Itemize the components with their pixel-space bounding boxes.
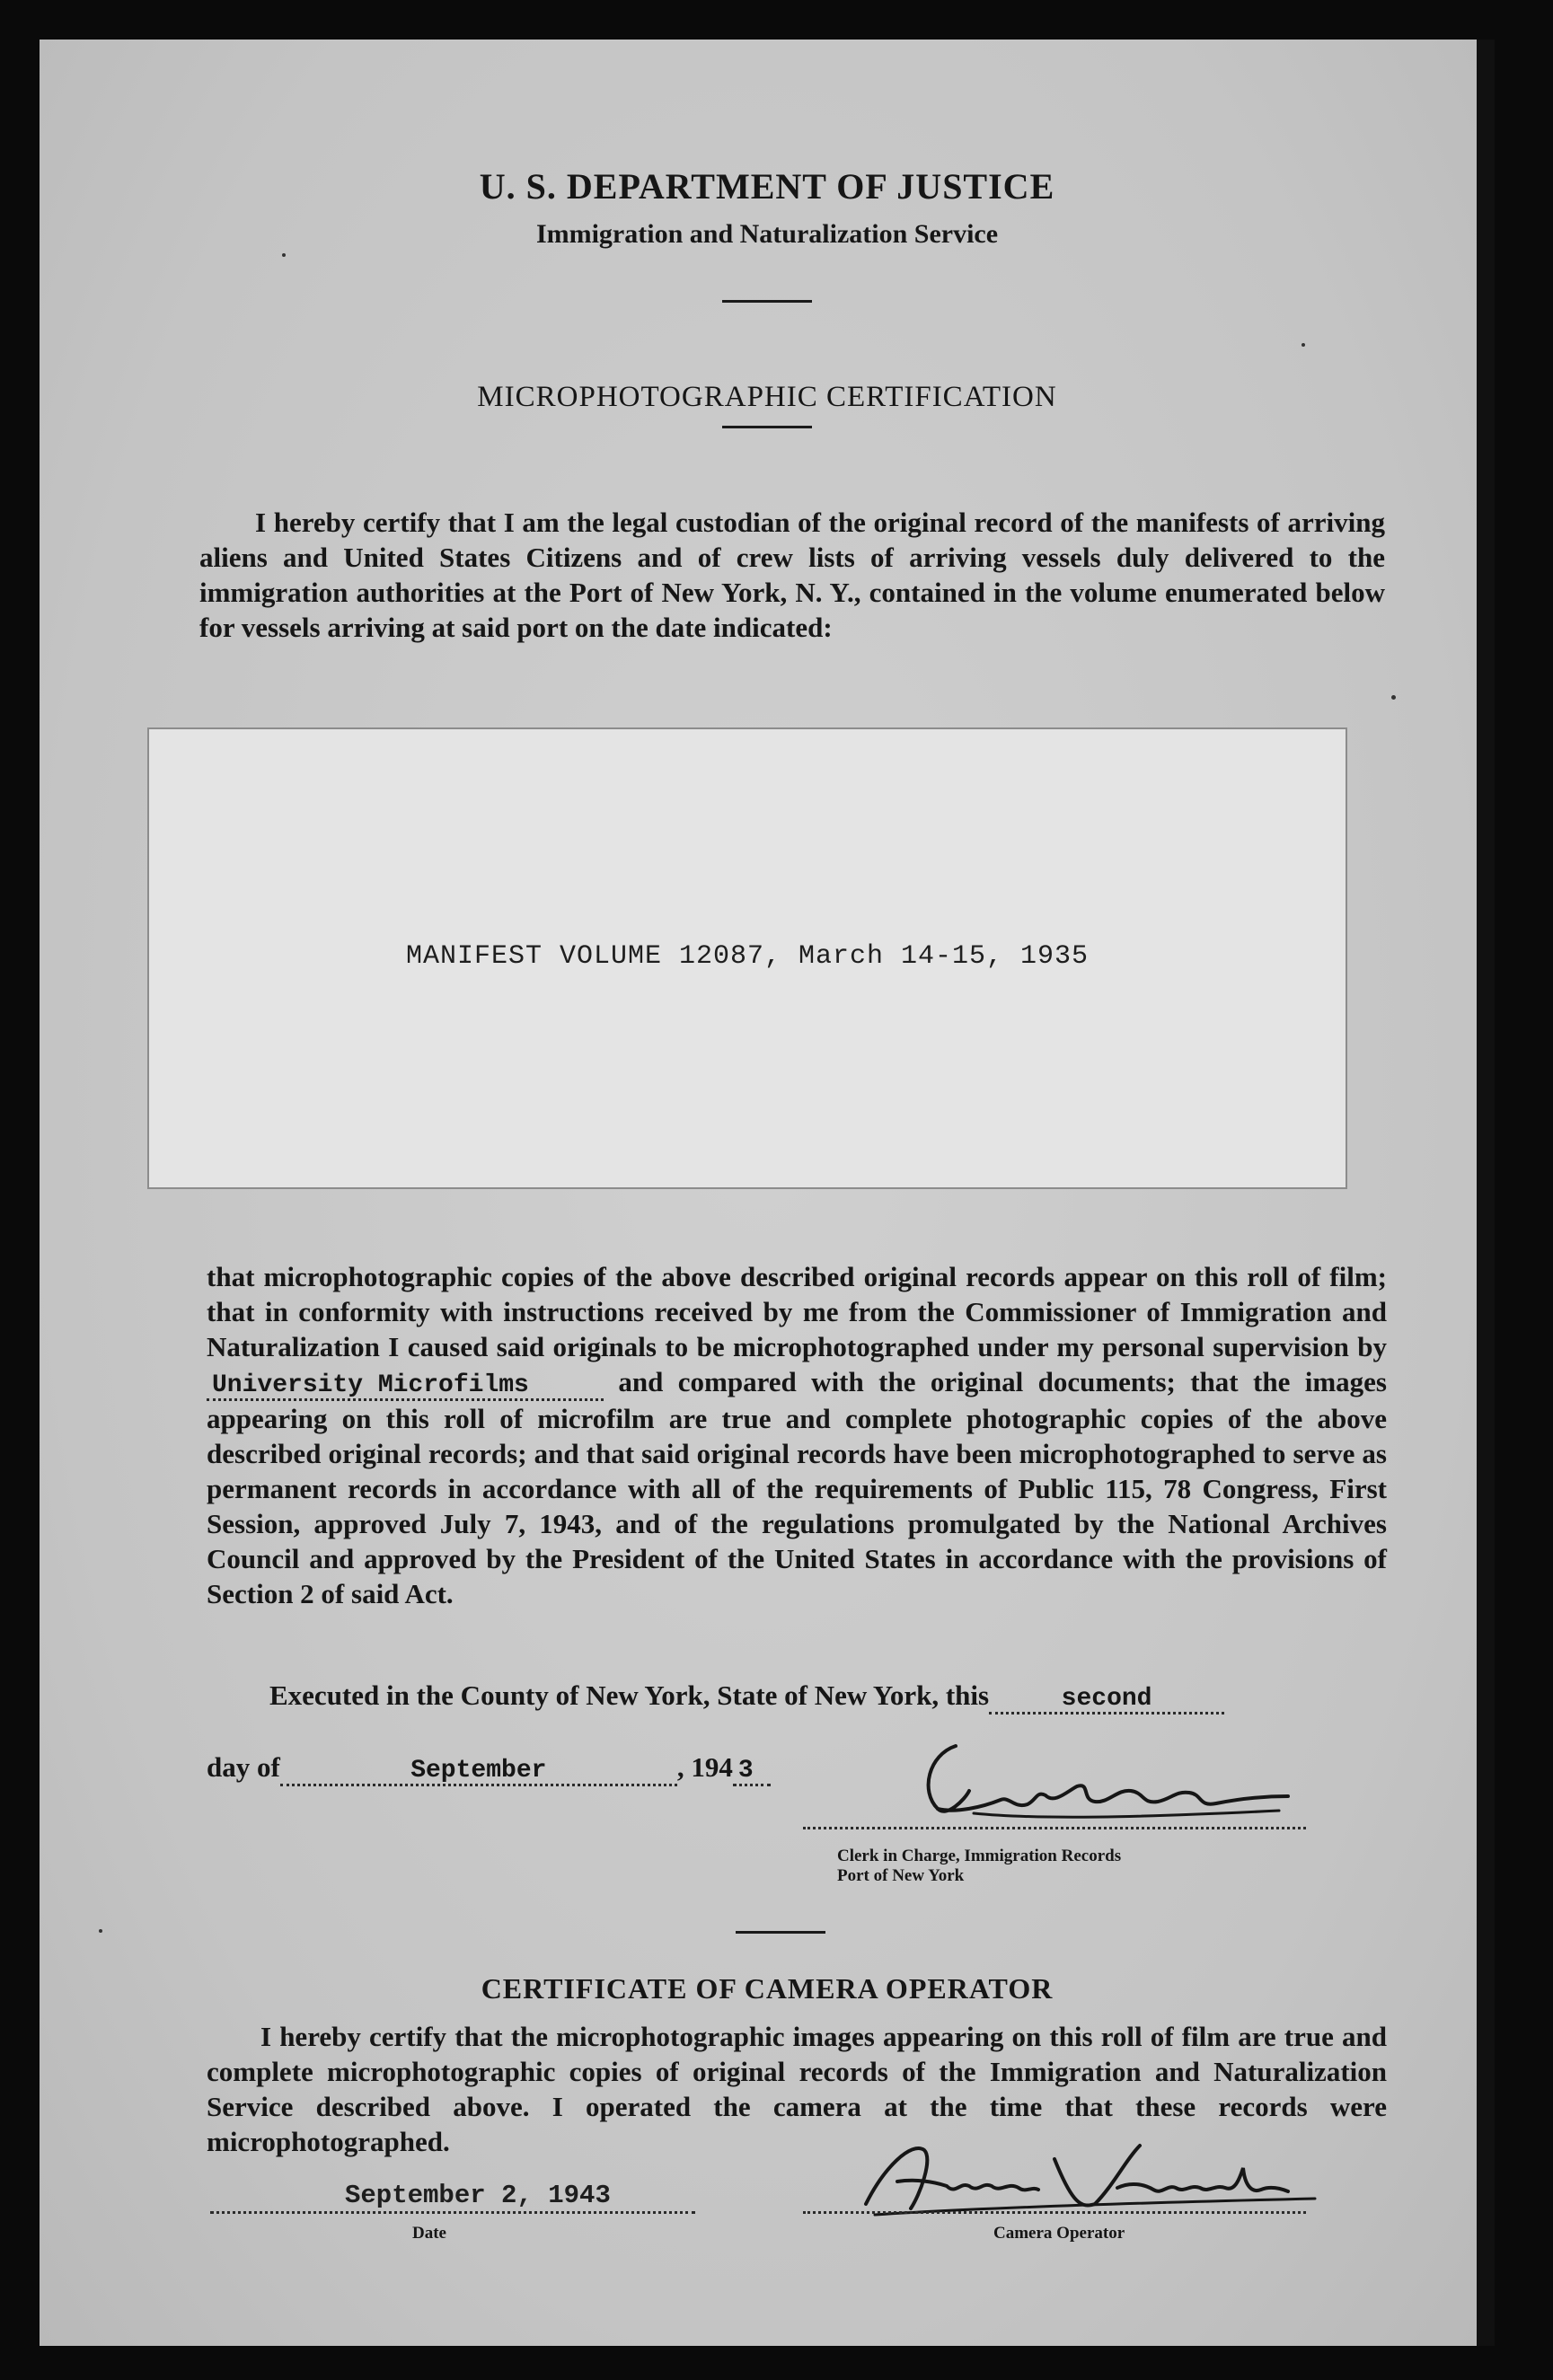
divider-rule (722, 426, 812, 428)
year-prefix: , 194 (676, 1751, 733, 1783)
body-text-part1: that microphotographic copies of the above described original records appear on this roll of film; that in conformity with instructions received by me from the Commissioner of Immigration and Naturalization I caused said originals to be microphotographed under my personal supervision by (207, 1261, 1387, 1362)
photographer-field: University Microfilms (207, 1373, 604, 1401)
date-of-execution-line (207, 1751, 771, 1786)
camera-operator-caption: Camera Operator (993, 2224, 1125, 2243)
execution-line (269, 1679, 1224, 1714)
camera-operator-paragraph: I hereby certify that the microphotographic images appearing on this roll of film are true and complete microphotographic copies of original records of the Immigration and Naturalization Service described above. I operated the camera at the time that these records were microphotographed. (207, 2021, 1387, 2157)
camera-operator-signature (848, 2132, 1333, 2222)
film-speck (1302, 343, 1305, 347)
clerk-caption (837, 1847, 1121, 1886)
camera-date-line (210, 2211, 695, 2214)
body-paragraph (207, 1259, 1387, 1611)
camera-date-value: September 2, 1943 (345, 2181, 611, 2210)
execution-day-field: second (989, 1687, 1224, 1714)
film-speck (1391, 695, 1396, 700)
clerk-caption-line2: Port of New York (837, 1866, 965, 1885)
divider-rule (722, 300, 812, 303)
service-subtitle: Immigration and Naturalization Service (535, 219, 999, 249)
divider-rule (736, 1931, 825, 1934)
body-text-part2: and compared with the original documents; that the images appearing on this roll of microfilm are true and complete photographic copies of the above described original records; and that said original records have been microphotographed to serve as permanent records in accordance with all of the requirements of Public 115, 78 Congress, First Session, approved July 7, 1943, and of the regulations promulgated by the National Archives Council and approved by the President of the United States in accordance with the provisions of Section 2 of said Act. (207, 1366, 1387, 1609)
execution-year-digit: 3 (733, 1759, 771, 1786)
department-title: U. S. DEPARTMENT OF JUSTICE (479, 166, 1055, 207)
camera-operator-signature-line (803, 2211, 1306, 2214)
manifest-box (147, 727, 1347, 1189)
day-of-label: day of (207, 1751, 280, 1783)
camera-operator-title: CERTIFICATE OF CAMERA OPERATOR (481, 1972, 1054, 2005)
camera-date-caption: Date (412, 2224, 446, 2243)
certification-title: MICROPHOTOGRAPHIC CERTIFICATION (477, 381, 1057, 413)
clerk-caption-line1: Clerk in Charge, Immigration Records (837, 1847, 1122, 1865)
execution-prefix: Executed in the County of New York, State of New York, this (269, 1679, 990, 1711)
manifest-volume-text: MANIFEST VOLUME 12087, March 14-15, 1935 (405, 941, 1090, 972)
film-speck (282, 253, 286, 257)
film-speck (99, 1929, 102, 1933)
clerk-signature-line (803, 1827, 1306, 1829)
certificate-sheet (40, 40, 1495, 2346)
execution-month-field: September (280, 1759, 677, 1786)
clerk-signature (902, 1737, 1315, 1836)
intro-paragraph: I hereby certify that I am the legal custodian of the original record of the manifests of arriving aliens and United States Citizens and of crew lists of arriving vessels duly delivered to the immigration authorities at the Port of New York, N. Y., contained in the volume enumerated below for vessels arriving at said port on the date indicated: (199, 507, 1385, 643)
